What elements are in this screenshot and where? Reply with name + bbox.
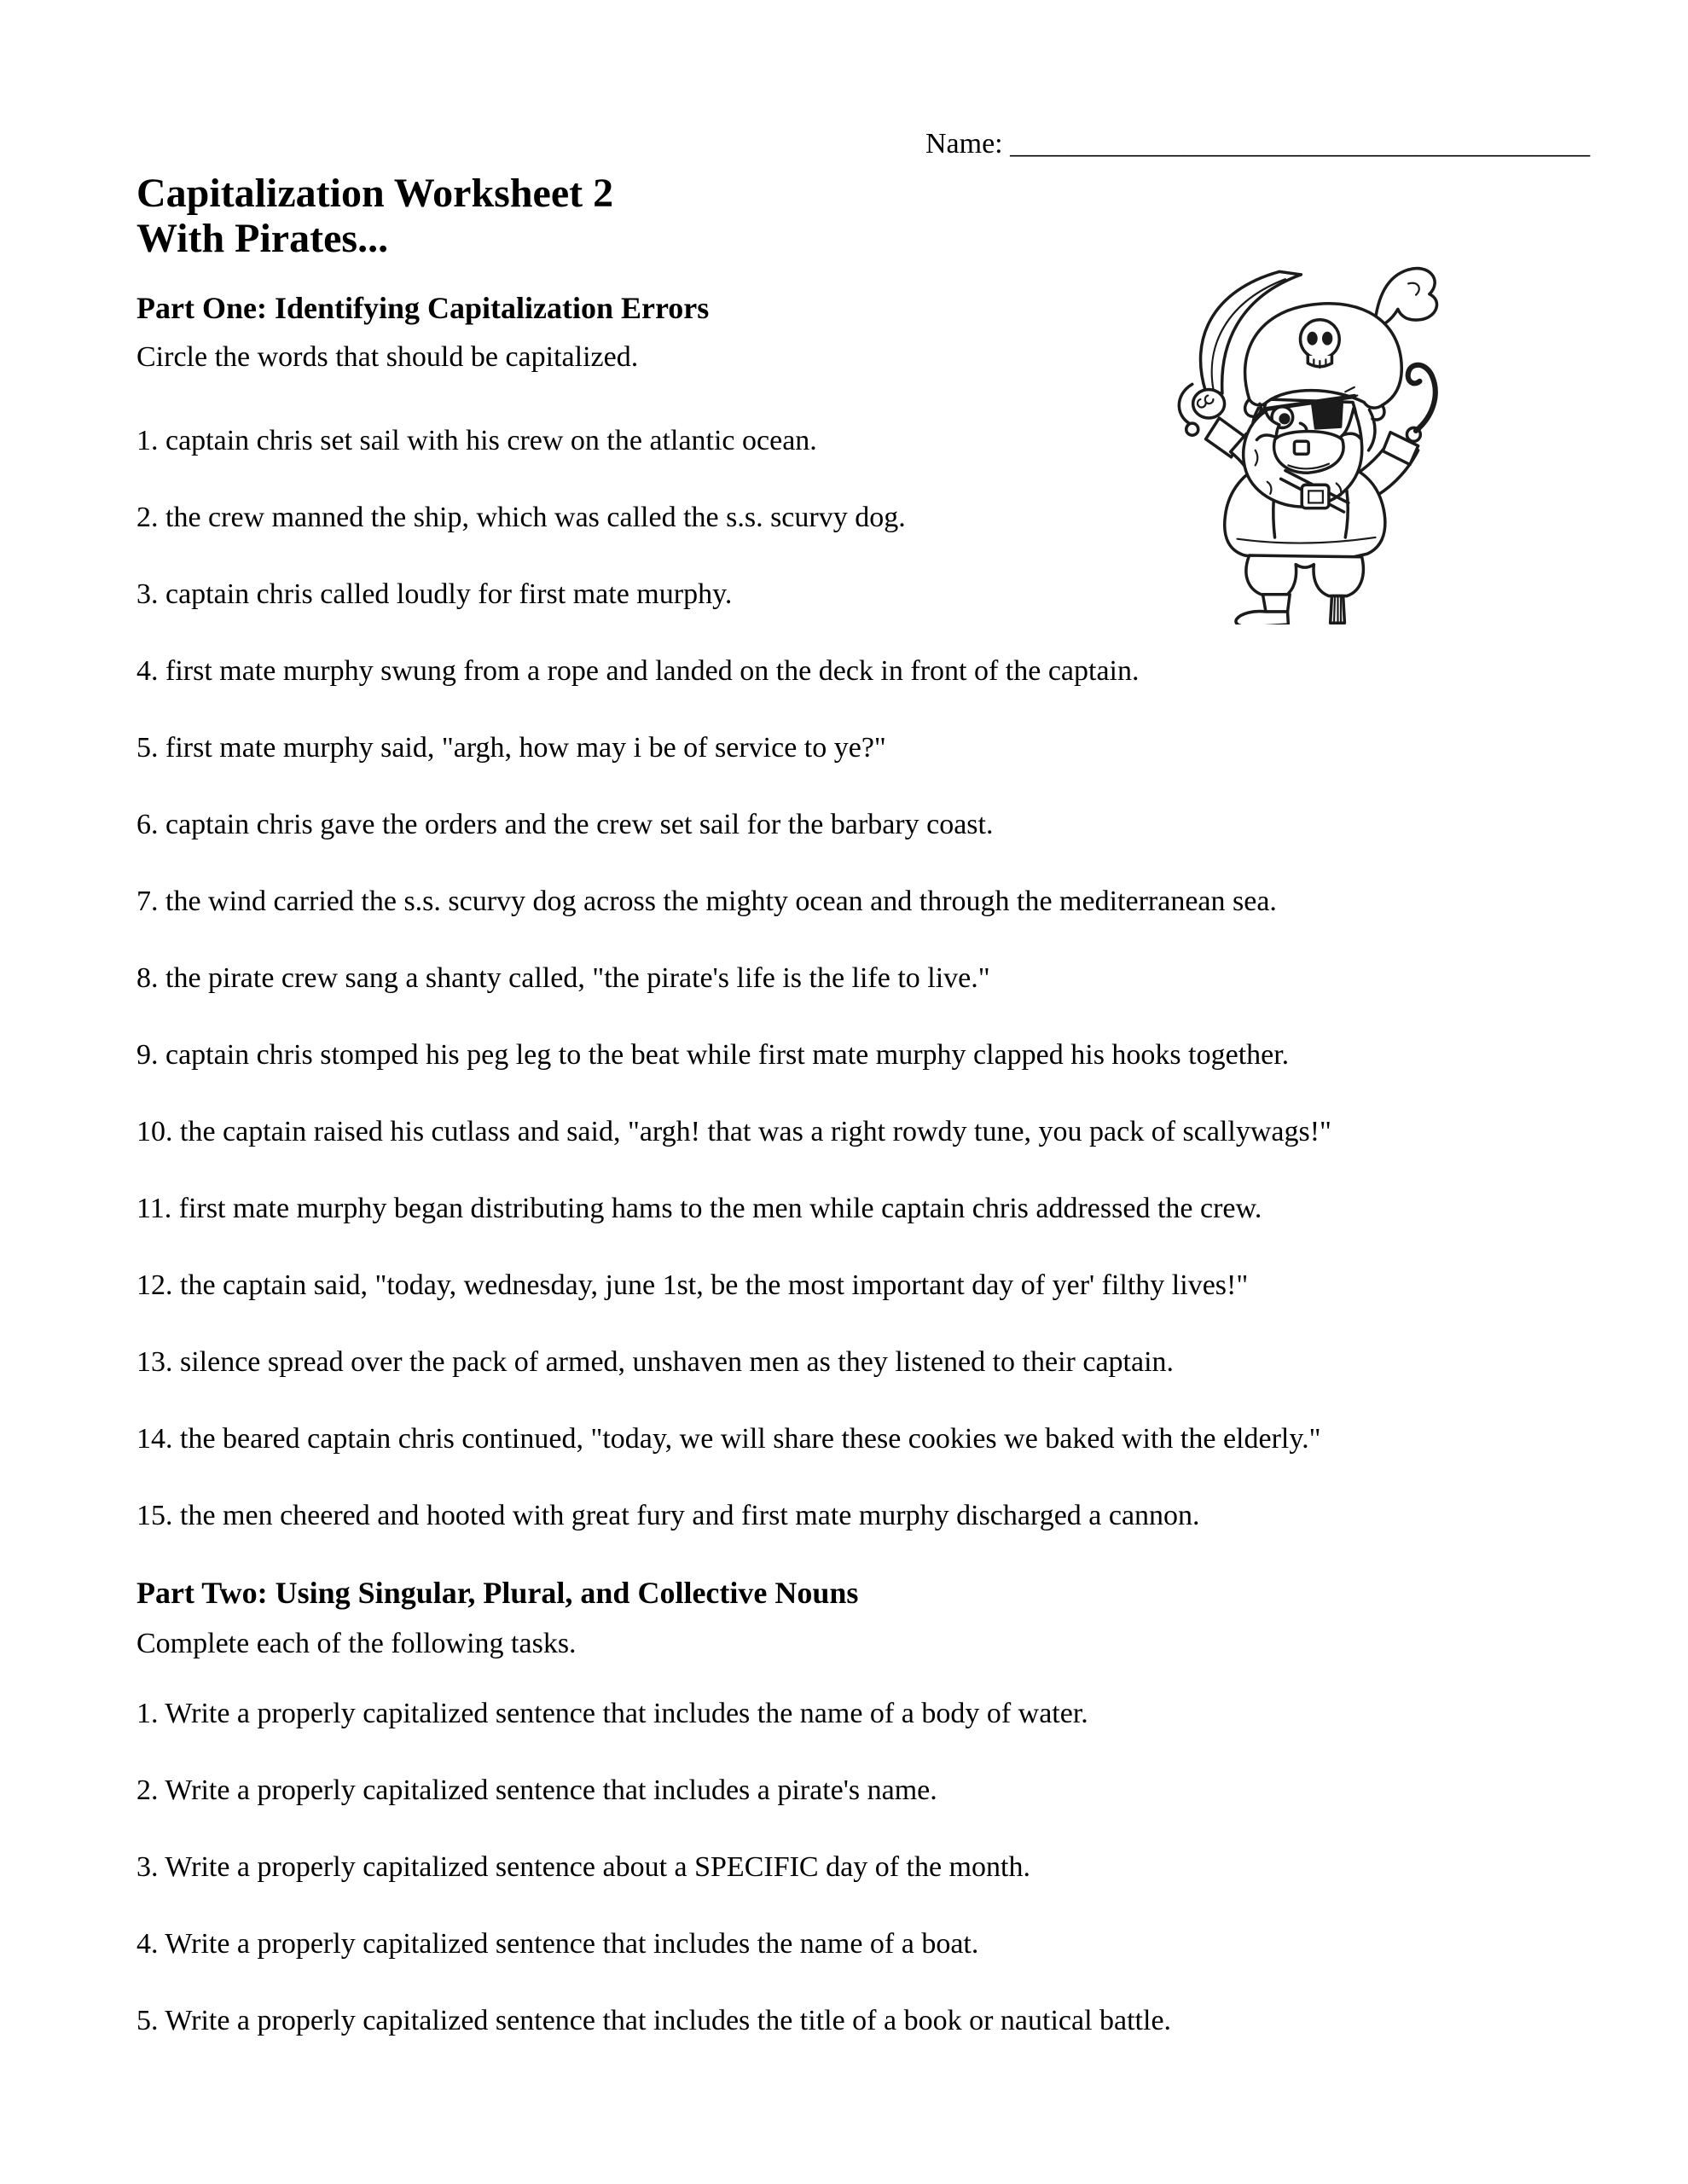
- part-two-instruction: Complete each of the following tasks.: [136, 1628, 577, 1659]
- part-two-item-3: 3. Write a properly capitalized sentence about a SPECIFIC day of the month.: [136, 1851, 1030, 1883]
- part-one-item-2: 2. the crew manned the ship, which was called the s.s. scurvy dog.: [136, 502, 906, 533]
- worksheet-title-line2: With Pirates...: [136, 216, 389, 261]
- part-one-item-10: 10. the captain raised his cutlass and said, "argh! that was a right rowdy tune, you pack of scallywags!": [136, 1116, 1331, 1147]
- part-one-item-11: 11. first mate murphy began distributing hams to the men while captain chris addressed the crew.: [136, 1193, 1262, 1224]
- part-two-item-2: 2. Write a properly capitalized sentence that includes a pirate's name.: [136, 1774, 937, 1806]
- part-one-item-1: 1. captain chris set sail with his crew on the atlantic ocean.: [136, 425, 817, 456]
- worksheet-title-line1: Capitalization Worksheet 2: [136, 171, 614, 216]
- name-label: Name:: [925, 128, 1003, 160]
- part-one-item-3: 3. captain chris called loudly for first mate murphy.: [136, 578, 733, 610]
- part-one-item-7: 7. the wind carried the s.s. scurvy dog across the mighty ocean and through the mediterranean sea.: [136, 886, 1277, 917]
- part-two-heading: Part Two: Using Singular, Plural, and Collective Nouns: [136, 1576, 859, 1610]
- part-one-item-9: 9. captain chris stomped his peg leg to the beat while first mate murphy clapped his hooks together.: [136, 1039, 1290, 1071]
- part-one-item-6: 6. captain chris gave the orders and the crew set sail for the barbary coast.: [136, 809, 994, 840]
- part-two-item-4: 4. Write a properly capitalized sentence that includes the name of a boat.: [136, 1928, 979, 1960]
- part-one-item-5: 5. first mate murphy said, "argh, how may i be of service to ye?": [136, 732, 886, 764]
- part-one-item-8: 8. the pirate crew sang a shanty called, "the pirate's life is the life to live.": [136, 962, 990, 994]
- name-row: [925, 128, 1590, 160]
- part-one-item-13: 13. silence spread over the pack of armed, unshaven men as they listened to their captain.: [136, 1346, 1175, 1378]
- part-one-item-15: 15. the men cheered and hooted with great fury and first mate murphy discharged a cannon.: [136, 1500, 1200, 1531]
- part-two-item-1: 1. Write a properly capitalized sentence that includes the name of a body of water.: [136, 1698, 1088, 1729]
- part-one-item-12: 12. the captain said, "today, wednesday, june 1st, be the most important day of yer' filthy lives!": [136, 1269, 1249, 1301]
- worksheet-content: [136, 171, 1552, 2079]
- part-one-heading: Part One: Identifying Capitalization Errors: [136, 291, 710, 325]
- part-one-instruction: Circle the words that should be capitalized.: [136, 341, 639, 373]
- part-one-item-4: 4. first mate murphy swung from a rope and landed on the deck in front of the captain.: [136, 655, 1140, 687]
- part-two-item-5: 5. Write a properly capitalized sentence that includes the title of a book or nautical battle.: [136, 2005, 1172, 2036]
- part-one-item-14: 14. the beared captain chris continued, "today, we will share these cookies we baked with the elderly.": [136, 1423, 1321, 1455]
- name-blank-line: ________________________________________: [1010, 128, 1591, 160]
